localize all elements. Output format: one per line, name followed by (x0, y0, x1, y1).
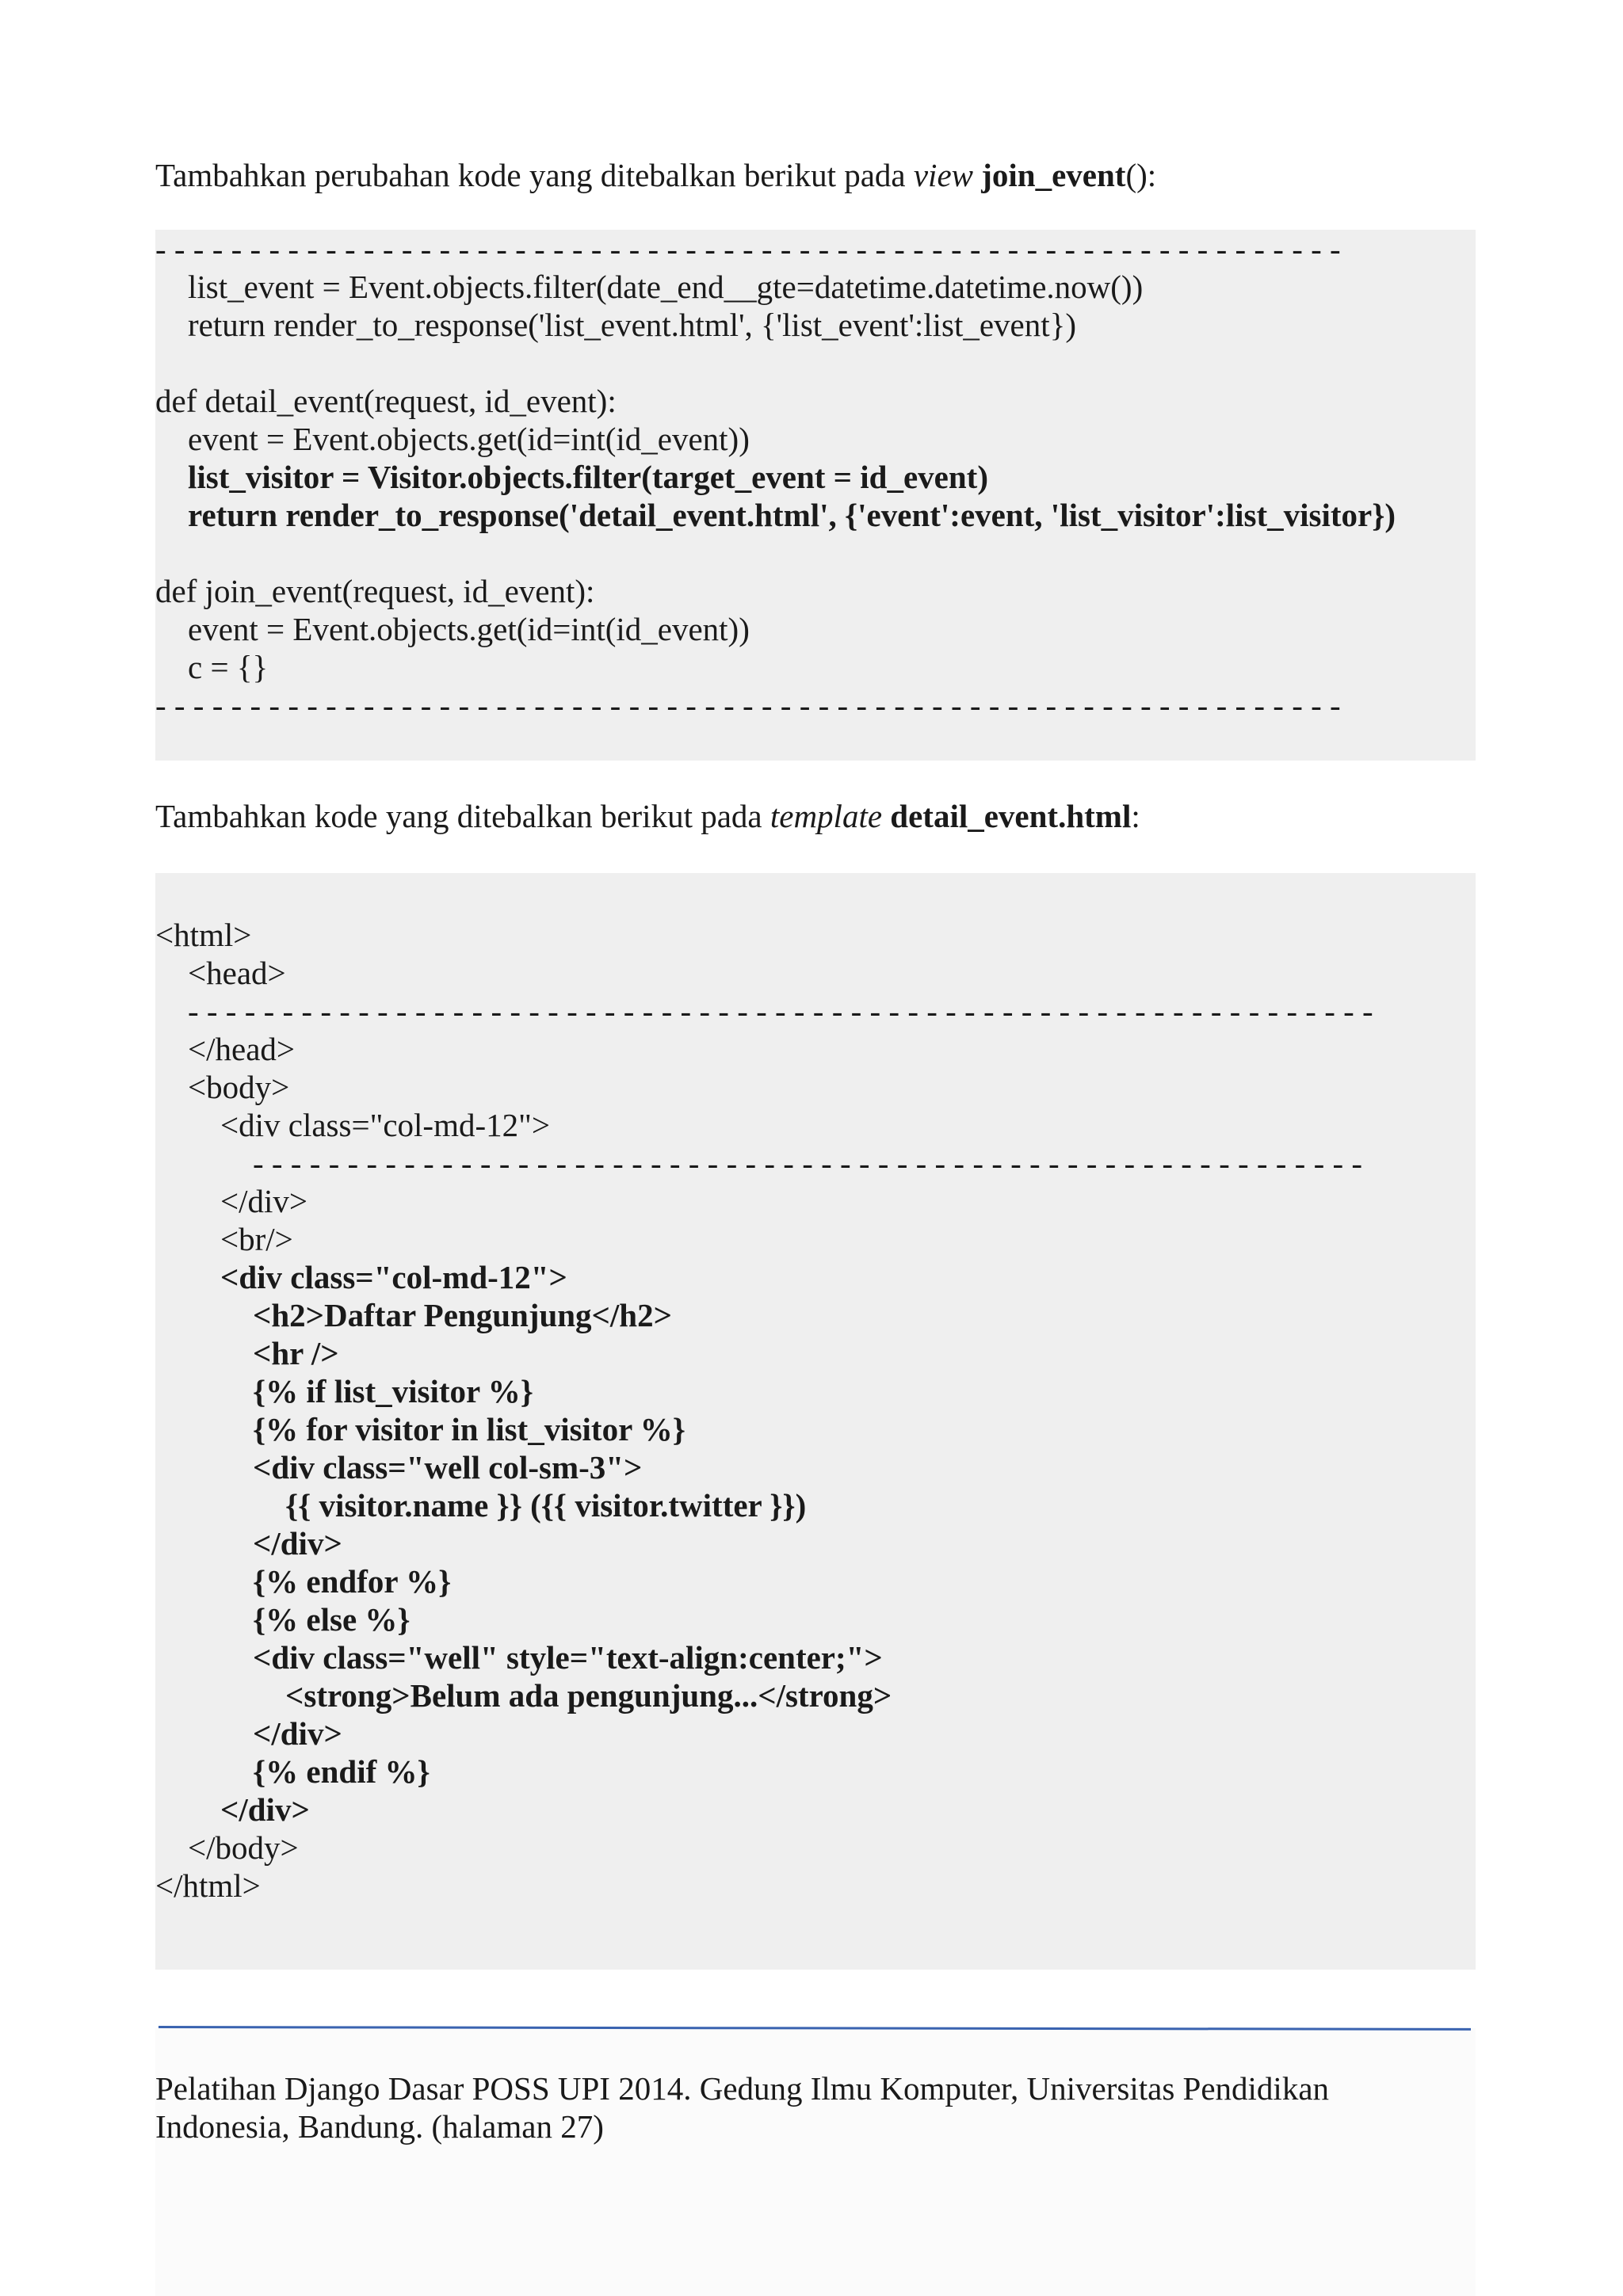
code-line: </div> (155, 1183, 308, 1219)
code-line: <strong>Belum ada pengunjung...</strong> (155, 1677, 892, 1714)
code-line: event = Event.objects.get(id=int(id_event)) (155, 421, 750, 457)
code-line: <head> (155, 955, 286, 991)
code-line: <div class="well" style="text-align:center;"> (155, 1639, 883, 1676)
code-line: list_visitor = Visitor.objects.filter(target_event = id_event) (155, 459, 988, 495)
code-block-template (155, 873, 1476, 1970)
code-line: {% endif %} (155, 1753, 430, 1790)
code-line: <body> (155, 1069, 290, 1105)
intro-text: Tambahkan perubahan kode yang ditebalkan berikut pada (155, 157, 914, 193)
page-footer (155, 2069, 1487, 2145)
code-line: - - - - - - - - - - - - - - - - - - - - - - - - - - - - - - - - - - - - - - - - - - - - - - - - - - - - - - - - - - - - - - - (155, 231, 1341, 267)
code-block-views (155, 230, 1476, 761)
code-line: <div class="well col-sm-3"> (155, 1449, 643, 1486)
code-line: </head> (155, 1031, 296, 1067)
intro-text-end: (): (1125, 157, 1157, 193)
code-line: </div> (155, 1525, 342, 1562)
code-line: def detail_event(request, id_event): (155, 383, 617, 419)
code-line: - - - - - - - - - - - - - - - - - - - - - - - - - - - - - - - - - - - - - - - - - - - - - - - - - - - - - - - - - - - (155, 1145, 1363, 1181)
code-line: <div class="col-md-12"> (155, 1259, 567, 1295)
code-line: c = {} (155, 649, 269, 685)
code-line: </html> (155, 1867, 261, 1904)
code-line: </div> (155, 1791, 310, 1828)
intro-bold-filename: detail_event.html (890, 798, 1132, 834)
code-line: {% if list_visitor %} (155, 1373, 533, 1409)
code-line: return render_to_response('detail_event.html', {'event':event, 'list_visitor':list_visitor}) (155, 497, 1396, 533)
code-line: event = Event.objects.get(id=int(id_event)) (155, 611, 750, 647)
footer-line-2: Indonesia, Bandung. (halaman 27) (155, 2108, 604, 2145)
code-line: <hr /> (155, 1335, 339, 1371)
intro-italic-term: template (769, 798, 883, 834)
code-line: {% for visitor in list_visitor %} (155, 1411, 685, 1447)
code-line: <h2>Daftar Pengunjung</h2> (155, 1297, 672, 1333)
intro-bold-function: join_event (981, 157, 1126, 193)
code-line: def join_event(request, id_event): (155, 573, 595, 609)
intro-text-end: : (1131, 798, 1140, 834)
intro-paragraph-template (155, 797, 1140, 835)
footer-background (155, 2028, 1476, 2296)
code-line: - - - - - - - - - - - - - - - - - - - - - - - - - - - - - - - - - - - - - - - - - - - - - - - - - - - - - - - - - - - - - - - (155, 687, 1341, 723)
intro-text: Tambahkan kode yang ditebalkan berikut pada (155, 798, 770, 834)
intro-paragraph-view (155, 156, 1156, 194)
code-line: <html> (155, 917, 252, 953)
code-line: </div> (155, 1715, 342, 1752)
code-line: return render_to_response('list_event.html', {'list_event':list_event}) (155, 307, 1076, 343)
code-line: {% endfor %} (155, 1563, 452, 1600)
code-line: - - - - - - - - - - - - - - - - - - - - - - - - - - - - - - - - - - - - - - - - - - - - - - - - - - - - - - - - - - - - - - - (155, 993, 1373, 1029)
code-line: </body> (155, 1829, 299, 1866)
code-line: {% else %} (155, 1601, 411, 1638)
code-line: <br/> (155, 1221, 293, 1257)
code-line: list_event = Event.objects.filter(date_end__gte=datetime.datetime.now()) (155, 269, 1144, 305)
intro-italic-term: view (913, 157, 973, 193)
code-line: <div class="col-md-12"> (155, 1107, 550, 1143)
footer-line-1: Pelatihan Django Dasar POSS UPI 2014. Gedung Ilmu Komputer, Universitas Pendidikan (155, 2070, 1330, 2107)
code-line: {{ visitor.name }} ({{ visitor.twitter }}) (155, 1487, 807, 1524)
